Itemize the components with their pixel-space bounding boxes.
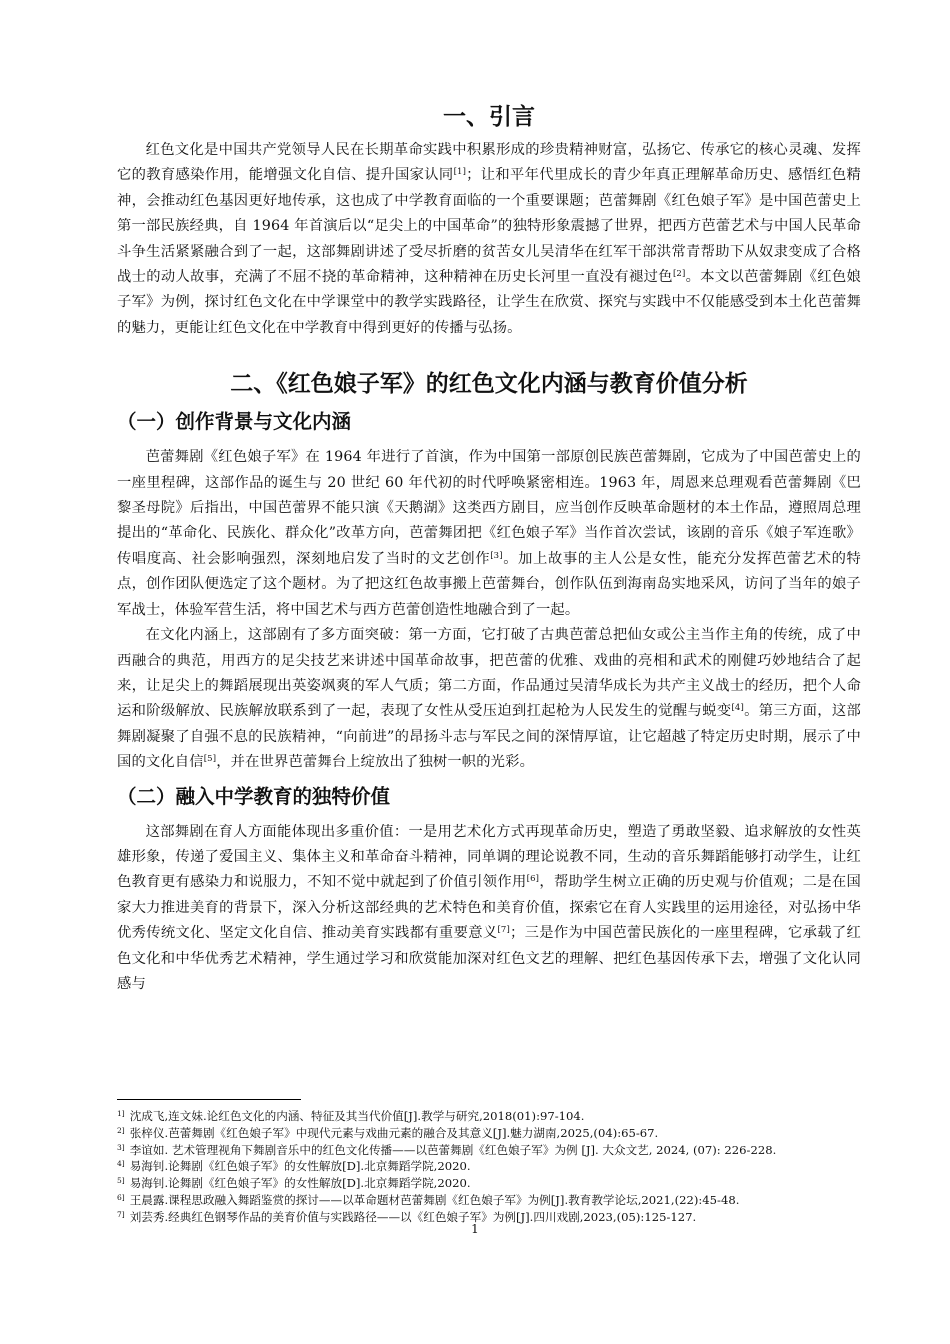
- footnote-number: 4]: [117, 1159, 125, 1169]
- footnote-text: 易海钊.论舞剧《红色娘子军》的女性解放[D].北京舞蹈学院,2020.: [129, 1159, 471, 1174]
- footnote-number: 3]: [117, 1142, 125, 1152]
- footnote-item: [117, 1175, 861, 1192]
- body-paragraph: 这部舞剧在育人方面能体现出多重价值：一是用艺术化方式再现革命历史，塑造了勇敢坚毅、追求解放的女性英雄形象，传递了爱国主义、集体主义和革命奋斗精神，同单调的理论说教不同，生动的音乐舞蹈能够打动学生，让红色教育更有感染力和说服力，不知不觉中就起到了价值引领作用[6]，帮助学生树立正确的历史观与价值观；二是在国家大力推进美育的背景下，深入分析这部经典的艺术特色和美育价值，探索它在育人实践里的运用途径，对弘扬中华优秀传统文化、坚定文化自信、推动美育实践都有重要意义[7]；三是作为中国芭蕾民族化的一座里程碑，它承载了红色文化和中华优秀艺术精神，学生通过学习和欣赏能加深对红色文艺的理解、把红色基因传承下去，增强了文化认同感与: [117, 823, 861, 992]
- footnote-number: 7]: [117, 1209, 125, 1219]
- subsection1-body: [117, 445, 861, 775]
- footnote-number: 6]: [117, 1192, 125, 1202]
- footnote-divider: [117, 1099, 301, 1100]
- footnote-text: 李谊如. 艺术管理视角下舞剧音乐中的红色文化传播——以芭蕾舞剧《红色娘子军》为例 [J]. 大众文艺, 2024, (07): 226-228.: [129, 1142, 777, 1157]
- footnote-text: 沈成飞,连文妹.论红色文化的内涵、特征及其当代价值[J].教学与研究,2018(01):97-104.: [129, 1109, 585, 1123]
- section-heading-analysis: 二、《红色娘子军》的红色文化内涵与教育价值分析: [230, 371, 748, 398]
- citation-marker[interactable]: [2]: [672, 269, 686, 280]
- page-number: 1: [471, 1222, 479, 1236]
- section-heading-introduction: 一、引言: [443, 104, 535, 130]
- body-paragraph: 红色文化是中国共产党领导人民在长期革命实践中积累形成的珍贵精神财富，弘扬它、传承它的核心灵魂、发挥它的教育感染作用，能增强文化自信、提升国家认同[1]；让和平年代里成长的青少年真正理解革命历史、感悟红色精神，会推动红色基因更好地传承，这也成了中学教育面临的一个重要课题；芭蕾舞剧《红色娘子军》是中国芭蕾史上第一部民族经典，自 1964 年首演后以“足尖上的中国革命”的独特形象震撼了世界，把西方芭蕾艺术与中国人民革命斗争生活紧紧融合到了一起，这部舞剧讲述了受尽折磨的贫苦女儿吴清华在红军干部洪常青帮助下从奴隶变成了合格战士的动人故事，充满了不屈不挠的革命精神，这种精神在历史长河里一直没有褪过色[2]。本文以芭蕾舞剧《红色娘子军》为例，探讨红色文化在中学课堂中的教学实践路径，让学生在欣赏、探究与实践中不仅能感受到本土化芭蕾舞的魅力，更能让红色文化在中学教育中得到更好的传播与弘扬。: [117, 142, 861, 336]
- footnotes: [117, 1108, 861, 1226]
- main-content: [117, 100, 861, 997]
- footnote-item: [117, 1192, 861, 1209]
- footnote-item: [117, 1158, 861, 1175]
- body-paragraph: 芭蕾舞剧《红色娘子军》在 1964 年进行了首演，作为中国第一部原创民族芭蕾舞剧，它成为了中国芭蕾史上的一座里程碑，这部作品的诞生与 20 世纪 60 年代初的时代呼唤紧密相连。1963 年，周恩来总理观看芭蕾舞剧《巴黎圣母院》后指出，中国芭蕾界不能只演《天鹅湖》这类西方剧目，应当创作反映革命题材的本土作品，遵照周总理提出的“革命化、民族化、群众化”改革方向，芭蕾舞团把《红色娘子军》当作首次尝试，该剧的音乐《娘子军连歌》传唱度高、社会影响强烈，深刻地启发了当时的文艺创作[3]。加上故事的主人公是女性，能充分发挥芭蕾艺术的特点，创作团队便选定了这个题材。为了把这红色故事搬上芭蕾舞台，创作队伍到海南岛实地采风，访问了当年的娘子军战士，体验军营生活，将中国艺术与西方芭蕾创造性地融合到了一起。: [117, 449, 861, 618]
- footnote-text: 易海钊.论舞剧《红色娘子军》的女性解放[D].北京舞蹈学院,2020.: [129, 1176, 471, 1191]
- citation-marker[interactable]: [4]: [731, 703, 744, 714]
- footnote-item: [117, 1125, 861, 1142]
- footnote-text: 刘芸秀.经典红色钢琴作品的美育价值与实践路径——以《红色娘子军》为例[J].四川戏剧,2023,(05):125-127.: [129, 1209, 697, 1224]
- citation-marker[interactable]: [5]: [203, 754, 217, 765]
- section1-body: [117, 138, 861, 341]
- subsection-heading-background: （一）创作背景与文化内涵: [117, 410, 352, 434]
- citation-marker[interactable]: [3]: [490, 550, 503, 561]
- citation-marker[interactable]: [7]: [497, 925, 510, 936]
- footnote-text: 王晨露.课程思政融入舞蹈鉴赏的探讨——以革命题材芭蕾舞剧《红色娘子军》为例[J].教育教学论坛,2021,(22):45-48.: [129, 1192, 740, 1207]
- citation-marker[interactable]: [6]: [526, 874, 540, 885]
- footnote-number: 5]: [117, 1176, 125, 1186]
- body-paragraph: 在文化内涵上，这部剧有了多方面突破：第一方面，它打破了古典芭蕾总把仙女或公主当作主角的传统，成了中西融合的典范，用西方的足尖技艺来讲述中国革命故事，把芭蕾的优雅、戏曲的亮相和武术的刚健巧妙地结合了起来，让足尖上的舞蹈展现出英姿飒爽的军人气质；第二方面，作品通过吴清华成长为共产主义战士的经历，把个人命运和阶级解放、民族解放联系到了一起，表现了女性从受压迫到扛起枪为人民发生的觉醒与蜕变[4]。第三方面，这部舞剧凝聚了自强不息的民族精神，“向前进”的昂扬斗志与军民之间的深情厚谊，让它超越了特定历史时期，展示了中国的文化自信[5]，并在世界芭蕾舞台上绽放出了独树一帜的光彩。: [117, 627, 862, 771]
- subsection2-body: [117, 820, 861, 998]
- footnote-item: [117, 1142, 861, 1159]
- citation-marker[interactable]: [1]: [453, 167, 467, 178]
- footnote-number: 2]: [117, 1125, 125, 1135]
- footnote-text: 张梓仪.芭蕾舞剧《红色娘子军》中现代元素与戏曲元素的融合及其意义[J].魅力湖南,2025,(04):65-67.: [129, 1125, 659, 1140]
- footnote-number: 1]: [117, 1109, 125, 1118]
- subsection-heading-value: （二）融入中学教育的独特价值: [117, 784, 391, 808]
- footnote-item: [117, 1108, 861, 1125]
